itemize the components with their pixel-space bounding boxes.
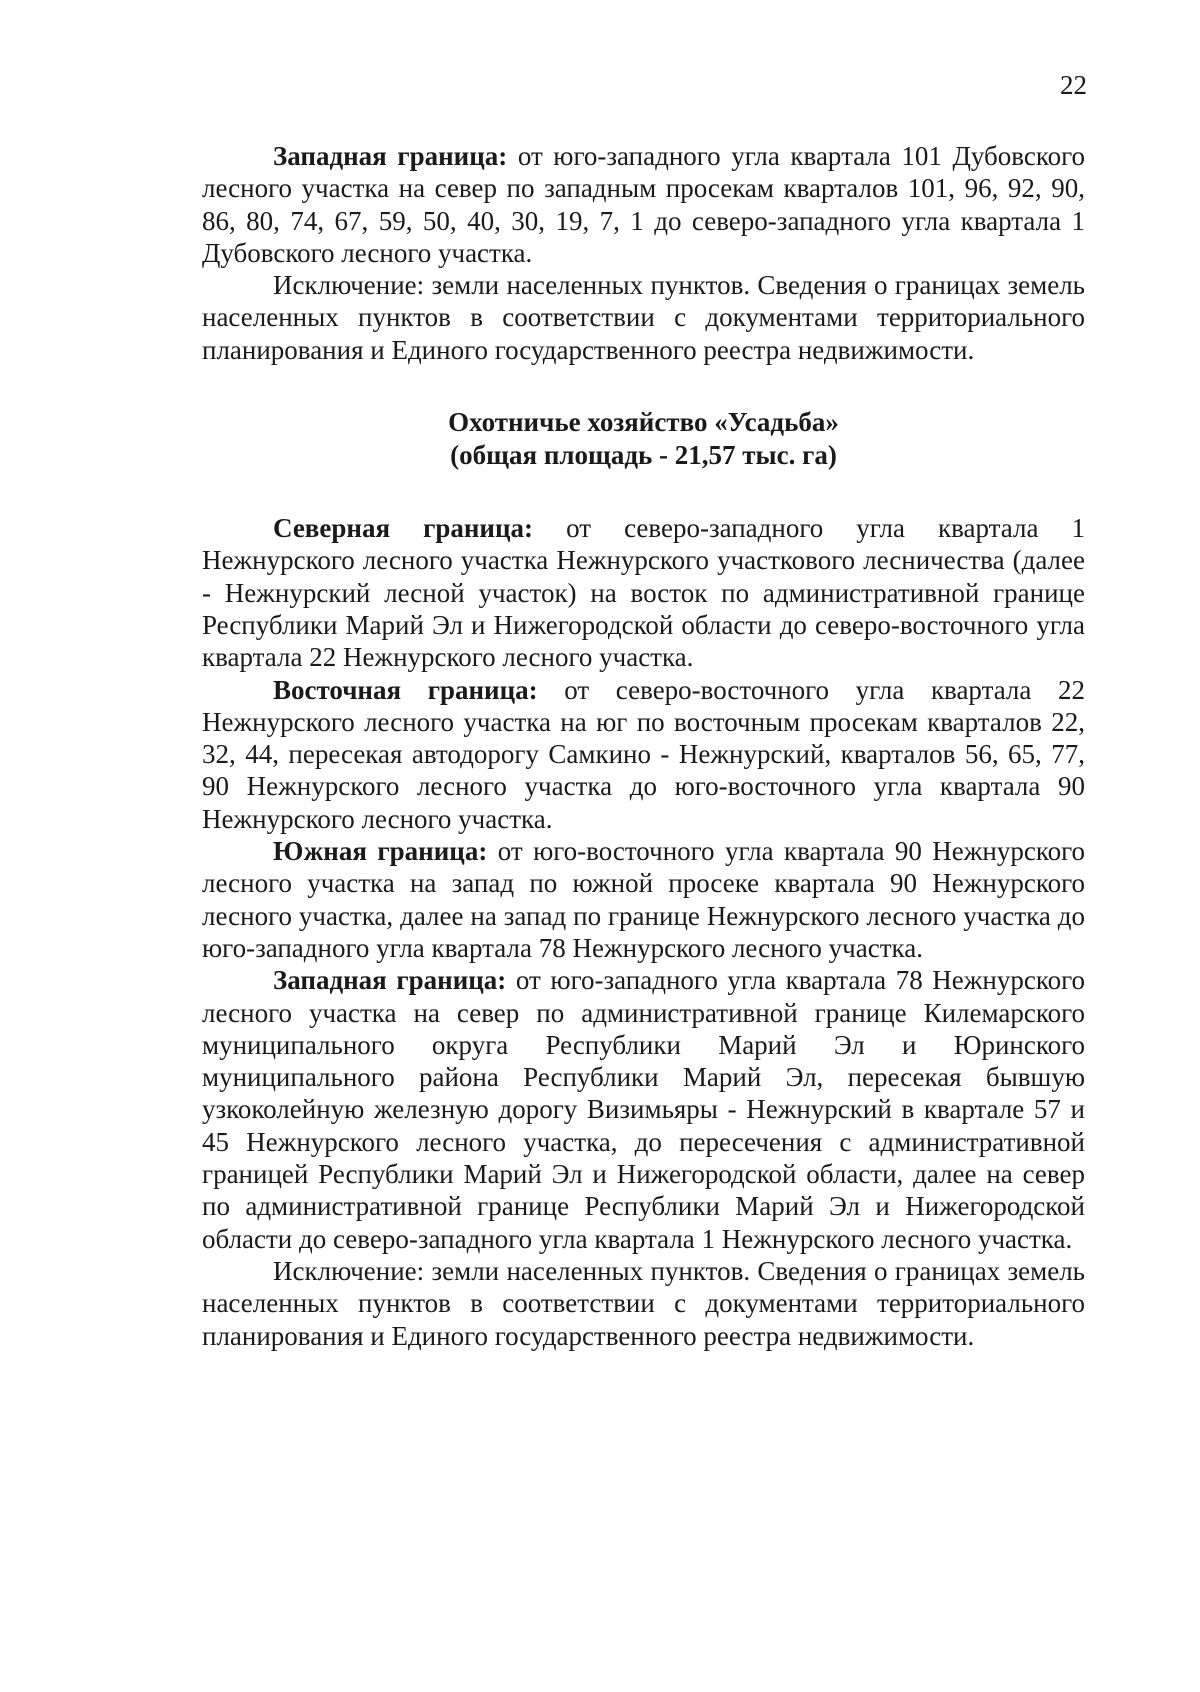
west-boundary-paragraph-2: [202, 964, 1085, 1255]
west-boundary-text: от юго-западного угла квартала 101 Дубовского лесного участка на север по западным просекам кварталов 101, 96, 92, 90, 86, 80, 74, 67, 59, 50, 40, 30, 19, 7, 1 до северо-западного угла квартала 1 Дубовского лесного участка.: [202, 141, 1085, 268]
east-boundary-text: от северо-восточного угла квартала 22 Нежнурского лесного участка на юг по восточным просекам кварталов 22, 32, 44, пересекая автодорогу Самкино - Нежнурский, кварталов 56, 65, 77, 90 Нежнурского лесного участка до юго-восточного угла квартала 90 Нежнурского лесного участка.: [202, 674, 1085, 834]
north-boundary-text: от северо-западного угла квартала 1 Нежнурского лесного участка Нежнурского участкового лесничества (далее - Нежнурский лесной участок) на восток по административной границе Республики Марий Эл и Нижегородской области до северо-восточного угла квартала 22 Нежнурского лесного участка.: [202, 513, 1085, 673]
section-title: Охотничье хозяйство «Усадьба»: [448, 407, 839, 438]
exception-paragraph-2: Исключение: земли населенных пунктов. Сведения о границах земель населенных пунктов в соответствии с документами территориального планирования и Единого государственного реестра недвижимости.: [202, 1255, 1085, 1351]
west-boundary-text-2: от юго-западного угла квартала 78 Нежнурского лесного участка на север по административной границе Килемарского муниципального округа Республики Марий Эл и Юринского муниципального района Республики Марий Эл, пересекая бывшую узкоколейную железную дорогу Визимьяры - Нежнурский в квартале 57 и 45 Нежнурского лесного участка, до пересечения с административной границей Республики Марий Эл и Нижегородской области, далее на север по административной границе Республики Марий Эл и Нижегородской области до северо-западного угла квартала 1 Нежнурского лесного участка.: [202, 965, 1085, 1254]
document-body: [202, 140, 1085, 1352]
west-boundary-label: Западная граница:: [273, 141, 508, 171]
west-boundary-paragraph: [202, 140, 1085, 269]
west-boundary-label-2: Западная граница:: [273, 965, 507, 996]
east-boundary-paragraph: [202, 674, 1085, 835]
section-area: (общая площадь - 21,57 тыс. га): [450, 440, 837, 471]
south-boundary-label: Южная граница:: [273, 836, 488, 867]
exception-paragraph: Исключение: земли населенных пунктов. Сведения о границах земель населенных пунктов в соответствии с документами территориального планирования и Единого государственного реестра недвижимости.: [202, 270, 1085, 365]
north-boundary-paragraph: [202, 512, 1085, 673]
east-boundary-label: Восточная граница:: [273, 674, 538, 705]
section-heading: [202, 406, 1085, 472]
south-boundary-text: от юго-восточного угла квартала 90 Нежнурского лесного участка на запад по южной просеке квартала 90 Нежнурского лесного участка, далее на запад по границе Нежнурского лесного участка до юго-западного угла квартала 78 Нежнурского лесного участка.: [202, 836, 1085, 963]
south-boundary-paragraph: [202, 835, 1085, 964]
north-boundary-label: Северная граница:: [273, 513, 534, 544]
page-number: 22: [1060, 70, 1087, 100]
